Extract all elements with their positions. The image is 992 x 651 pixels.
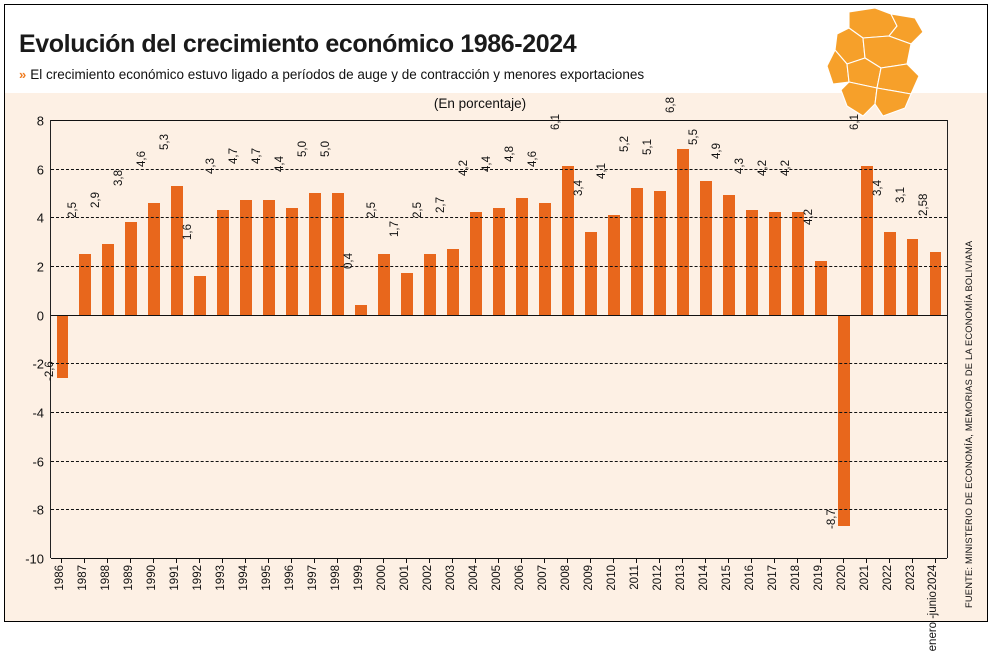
x-axis-tick xyxy=(705,558,706,563)
bar[interactable] xyxy=(608,215,620,315)
bar[interactable] xyxy=(355,305,367,315)
bar[interactable] xyxy=(792,212,804,314)
bar[interactable] xyxy=(401,273,413,314)
x-axis-tick-label: 2021 xyxy=(858,565,871,591)
bar[interactable] xyxy=(838,315,850,527)
x-axis-tick xyxy=(567,558,568,563)
bar-value-label: 3,4 xyxy=(871,179,884,196)
x-axis-tick-label: 2013 xyxy=(674,565,687,591)
bar-value-label: 4,2 xyxy=(756,160,769,177)
bar-value-label: 4,3 xyxy=(733,158,746,175)
x-axis xyxy=(50,558,948,651)
x-axis-tick-label: 1996 xyxy=(284,565,297,591)
page-title: Evolución del crecimiento económico 1986-2024 xyxy=(19,30,577,58)
x-axis-tick-label: 1991 xyxy=(169,565,182,591)
bar-group xyxy=(228,120,258,558)
bar-group xyxy=(779,120,809,558)
bar-value-label: 3,1 xyxy=(894,187,907,204)
y-axis-tick-label: -4 xyxy=(32,405,44,421)
x-axis-tick xyxy=(636,558,637,563)
x-axis-tick-label: 2018 xyxy=(789,565,802,591)
bar[interactable] xyxy=(769,212,781,314)
bar-value-label: 4,4 xyxy=(480,155,493,172)
x-axis-tick xyxy=(61,558,62,563)
y-axis-tick-label: -6 xyxy=(32,454,44,470)
bar[interactable] xyxy=(217,210,229,315)
bar-group xyxy=(320,120,350,558)
gridline xyxy=(36,308,947,324)
x-axis-tick xyxy=(912,558,913,563)
bar-value-label: 4,6 xyxy=(526,150,539,167)
bar-value-label: 4,1 xyxy=(595,162,608,179)
bar[interactable] xyxy=(447,249,459,315)
x-axis-tick xyxy=(268,558,269,563)
bar[interactable] xyxy=(677,149,689,314)
x-axis-tick xyxy=(682,558,683,563)
x-axis-tick-label: 1995 xyxy=(261,565,274,591)
y-axis-tick-label: -10 xyxy=(25,551,44,567)
bar-value-label: 5,2 xyxy=(618,136,631,153)
bar-value-label: 6,8 xyxy=(664,97,677,114)
bar-group xyxy=(113,120,143,558)
x-axis-tick xyxy=(935,558,936,563)
x-axis-tick xyxy=(406,558,407,563)
bar-group xyxy=(251,120,281,558)
bar[interactable] xyxy=(723,195,735,314)
y-axis-tick-label: -2 xyxy=(32,356,44,372)
x-axis-tick-label: 2009 xyxy=(582,565,595,591)
x-axis-tick xyxy=(521,558,522,563)
bar-group xyxy=(458,120,488,558)
bar-value-label: 4,7 xyxy=(228,148,241,165)
bar[interactable] xyxy=(470,212,482,314)
bar-value-label: 4,3 xyxy=(205,158,218,175)
x-axis-tick-label: 2006 xyxy=(513,565,526,591)
bar-group xyxy=(664,97,694,558)
y-axis-tick-label: -8 xyxy=(32,502,44,518)
bar-value-label: -2,6 xyxy=(44,361,57,381)
x-axis-tick xyxy=(590,558,591,563)
x-axis-tick-label: 2008 xyxy=(559,565,572,591)
bar-group xyxy=(136,120,166,558)
x-axis-tick xyxy=(475,558,476,563)
bar[interactable] xyxy=(539,203,551,315)
bar[interactable] xyxy=(700,181,712,315)
x-axis-tick xyxy=(774,558,775,563)
bar[interactable] xyxy=(907,239,919,314)
bar-group xyxy=(366,120,396,558)
bar-value-label: 4,2 xyxy=(458,160,471,177)
bar-value-label: 2,58 xyxy=(917,193,930,216)
bar-value-label: 4,6 xyxy=(136,150,149,167)
x-axis-tick-label: 2012 xyxy=(651,565,664,591)
bar-value-label: 2,7 xyxy=(435,196,448,213)
bar-value-label: 2,9 xyxy=(90,192,103,209)
x-axis-tick-label: 2017 xyxy=(766,565,779,591)
x-axis-tick xyxy=(153,558,154,563)
bar[interactable] xyxy=(286,208,298,315)
y-axis-tick-label: 4 xyxy=(36,210,44,226)
x-axis-tick xyxy=(360,558,361,563)
x-axis-tick xyxy=(130,558,131,563)
x-axis-tick-label: 2022 xyxy=(881,565,894,591)
x-axis-tick-label: 2016 xyxy=(743,565,756,591)
bar-value-label: 5,0 xyxy=(297,141,310,157)
x-axis-tick-label: 2014 xyxy=(697,565,710,591)
bar-group xyxy=(503,120,533,558)
bar-value-label: 1,6 xyxy=(182,223,195,240)
bar-value-label: 2,5 xyxy=(67,201,80,218)
bar-value-label: 5,1 xyxy=(641,138,654,155)
x-axis-tick xyxy=(751,558,752,563)
x-axis-tick xyxy=(222,558,223,563)
double-chevron-right-icon: » xyxy=(19,67,24,82)
bar[interactable] xyxy=(493,208,505,315)
bar-group xyxy=(526,120,556,558)
x-axis-tick xyxy=(820,558,821,563)
x-axis-tick-label: 2003 xyxy=(445,565,458,591)
y-axis-tick-label: 2 xyxy=(36,259,44,275)
x-axis-tick-label: 1994 xyxy=(238,565,251,591)
x-axis-tick xyxy=(84,558,85,563)
bar-group xyxy=(435,120,465,558)
bar-group xyxy=(274,120,304,558)
bar-group xyxy=(802,120,832,558)
x-axis-tick-label: 2011 xyxy=(628,565,641,590)
x-axis-tick-label: 1988 xyxy=(100,565,113,591)
x-axis-tick-label: 2015 xyxy=(720,565,733,591)
bar-value-label: 4,9 xyxy=(710,143,723,160)
bar[interactable] xyxy=(102,244,114,315)
bar-group xyxy=(641,120,671,558)
bar-value-label: 4,4 xyxy=(274,155,287,172)
x-axis-tick-label: 1992 xyxy=(192,565,205,591)
x-axis-tick-label: 1999 xyxy=(353,565,366,591)
bar-group xyxy=(412,120,442,558)
x-axis-tick-label: 2005 xyxy=(491,565,503,591)
x-axis-tick xyxy=(337,558,338,563)
y-axis-tick-label: 6 xyxy=(36,162,44,178)
bar-group xyxy=(297,120,327,558)
x-axis-tick-label: 2023 xyxy=(904,565,917,591)
bar[interactable] xyxy=(148,203,160,315)
x-axis-tick-label: 1993 xyxy=(215,565,228,591)
source-note: FUENTE: MINISTERIO DE ECONOMÍA, MEMORIAS DE LA ECONOMÍA BOLIVIANA xyxy=(964,240,974,608)
x-axis-tick-label: 2020 xyxy=(835,565,848,591)
x-axis-tick xyxy=(245,558,246,563)
bar-value-label: -8,7 xyxy=(825,509,838,530)
bar[interactable] xyxy=(171,186,183,315)
bar-value-label: 5,0 xyxy=(320,141,333,157)
x-axis-tick-label: 1998 xyxy=(330,565,343,591)
x-axis-tick xyxy=(314,558,315,563)
bar[interactable] xyxy=(631,188,643,315)
y-axis-tick-label: 0 xyxy=(36,308,44,324)
units-caption: (En porcentaje) xyxy=(433,96,527,111)
bar-group xyxy=(205,120,235,558)
x-axis-tick-label: 1987 xyxy=(77,565,90,591)
bar-value-label: 4,7 xyxy=(251,148,264,165)
bar-value-label: 2,5 xyxy=(412,201,425,218)
x-axis-tick-label: 2002 xyxy=(422,565,435,591)
bar-group xyxy=(182,120,212,558)
bar[interactable] xyxy=(57,315,69,378)
bar-value-label: 2,5 xyxy=(366,201,379,218)
x-axis-tick xyxy=(107,558,108,563)
bar[interactable] xyxy=(309,193,321,315)
x-axis-tick xyxy=(797,558,798,563)
bar-group xyxy=(894,120,924,558)
gridline xyxy=(32,502,947,518)
x-axis-tick xyxy=(176,558,177,563)
y-axis-tick-label: 8 xyxy=(36,113,44,129)
bar[interactable] xyxy=(654,191,666,315)
x-axis-tick-label: 1989 xyxy=(123,565,136,591)
bar-value-label: 1,7 xyxy=(389,221,402,238)
x-axis-tick-label: 1997 xyxy=(307,565,320,591)
bar-value-label: 6,1 xyxy=(848,114,861,131)
bar-value-label: 0,4 xyxy=(343,252,356,269)
bar-group xyxy=(825,120,855,558)
bar-group xyxy=(618,120,648,558)
bar[interactable] xyxy=(125,222,137,314)
x-axis-tick xyxy=(291,558,292,563)
x-axis-tick xyxy=(199,558,200,563)
bar-group xyxy=(871,120,901,558)
bar-group xyxy=(572,120,602,558)
x-axis-tick xyxy=(866,558,867,563)
bar[interactable] xyxy=(815,261,827,315)
bar-value-label: 6,1 xyxy=(549,114,562,131)
bar[interactable] xyxy=(79,254,91,315)
bar[interactable] xyxy=(585,232,597,315)
bar-value-label: 3,4 xyxy=(572,179,585,196)
x-axis-tick xyxy=(728,558,729,563)
bar-value-label: 3,8 xyxy=(113,170,126,187)
x-axis-tick-label: 2004 xyxy=(468,565,481,591)
x-axis-tick xyxy=(544,558,545,563)
bar-group xyxy=(480,120,511,558)
bar-value-label: 5,5 xyxy=(687,128,700,145)
bar-value-label: 4,2 xyxy=(802,209,815,226)
bar-group xyxy=(917,120,947,558)
bar-group xyxy=(756,120,786,558)
bar[interactable] xyxy=(378,254,390,315)
bar-group xyxy=(595,120,625,558)
x-axis-tick xyxy=(659,558,660,563)
bar[interactable] xyxy=(746,210,758,315)
x-axis-tick-label: 1990 xyxy=(146,565,159,591)
x-axis-tick xyxy=(383,558,384,563)
bar-group xyxy=(687,120,717,558)
bar-group xyxy=(710,120,740,558)
x-axis-tick xyxy=(889,558,890,563)
subtitle-row xyxy=(19,67,644,82)
x-axis-tick-label: 2000 xyxy=(376,565,389,591)
x-axis-tick-label: 2019 xyxy=(812,565,825,591)
bar[interactable] xyxy=(884,232,896,315)
x-axis-tick xyxy=(429,558,430,563)
bar-group xyxy=(733,120,763,558)
bar-group xyxy=(389,120,419,558)
x-axis-tick-label: enero - junio 2024 xyxy=(926,565,939,651)
bar[interactable] xyxy=(861,166,873,314)
bar-value-label: 5,3 xyxy=(159,133,172,150)
bar-value-label: 4,8 xyxy=(503,145,516,162)
bar[interactable] xyxy=(930,252,942,315)
bar-group xyxy=(343,120,373,558)
x-axis-tick xyxy=(843,558,844,563)
x-axis-tick-label: 1986 xyxy=(54,565,67,591)
bar[interactable] xyxy=(424,254,436,315)
x-axis-tick-label: 2010 xyxy=(605,565,618,591)
subtitle-text: El crecimiento económico estuvo ligado a períodos de auge y de contracción y menores exportaciones xyxy=(30,67,645,82)
gridline xyxy=(32,405,947,421)
bar-group xyxy=(44,120,74,558)
bar-group xyxy=(67,120,97,558)
x-axis-tick-label: 2001 xyxy=(399,565,412,591)
x-axis-tick xyxy=(613,558,614,563)
bar[interactable] xyxy=(516,198,528,315)
x-axis-tick-label: 2007 xyxy=(536,565,549,591)
bar-value-label: 4,2 xyxy=(779,160,792,177)
gridline xyxy=(32,454,947,470)
x-axis-tick xyxy=(452,558,453,563)
bar[interactable] xyxy=(194,276,206,315)
x-axis-tick xyxy=(498,558,499,563)
bar-group xyxy=(159,120,189,558)
